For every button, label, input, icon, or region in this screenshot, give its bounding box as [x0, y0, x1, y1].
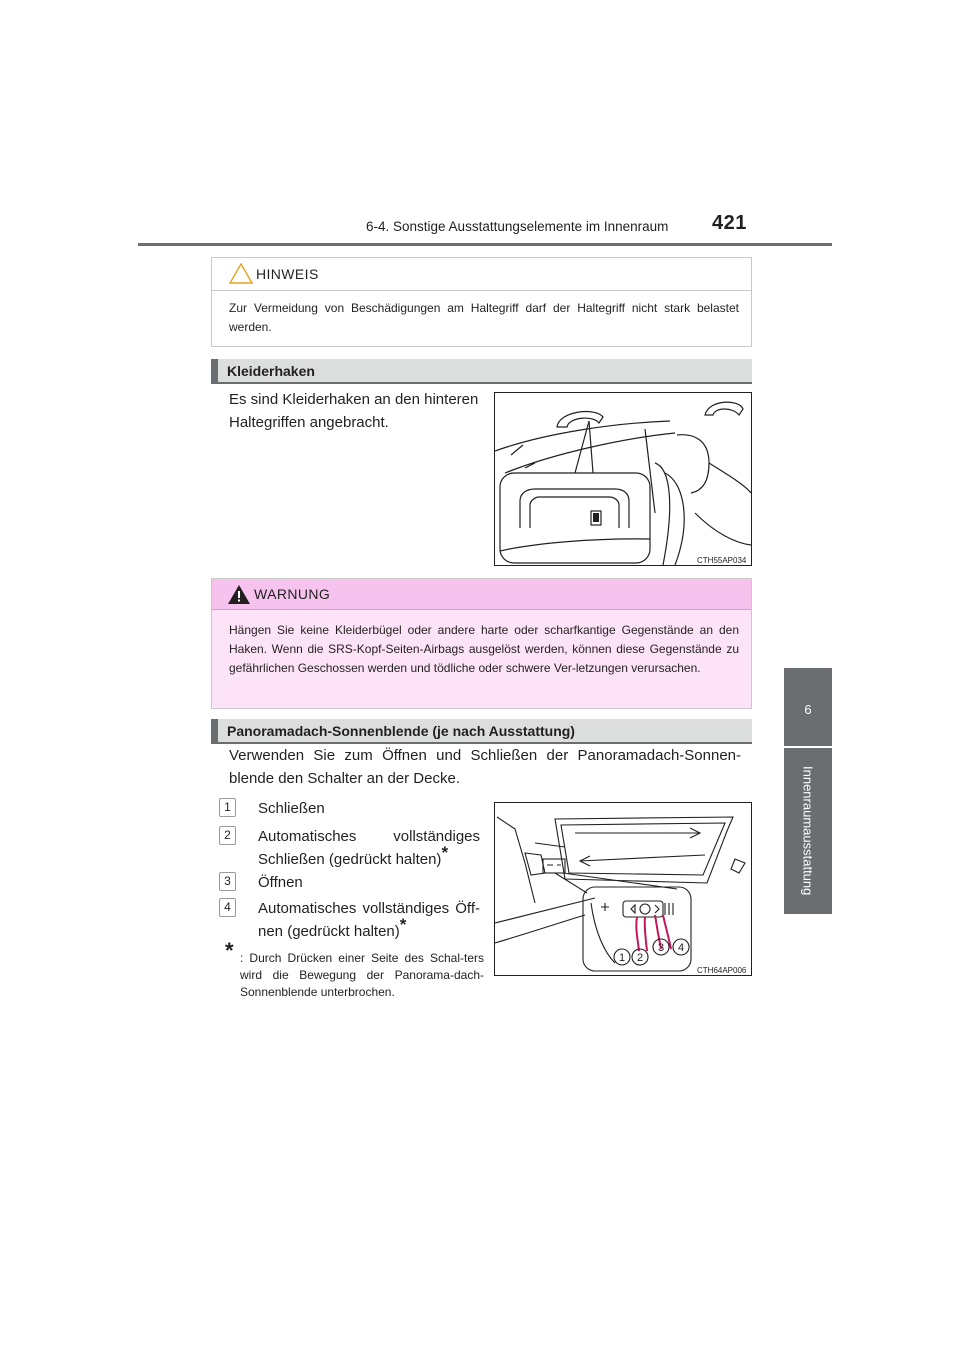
step-text: Schließen	[258, 800, 325, 817]
figure-code: CTH55AP034	[697, 556, 747, 565]
step-text: Automatisches vollständiges Öff-	[258, 900, 480, 917]
figure-code: CTH64AP006	[697, 966, 747, 975]
notice-box	[211, 257, 752, 347]
warning-triangle-outline-icon	[229, 263, 253, 284]
warning-title: WARNUNG	[254, 586, 331, 602]
footnote-text: : Durch Drücken einer Seite des Schal-ters wird die Bewegung der Panorama-dach-Sonnenblende unterbrochen.	[240, 951, 484, 999]
step-text: Automatisches vollständiges	[258, 828, 480, 845]
figure-callout-2: 2	[636, 952, 644, 964]
step-text-continued: Schließen (gedrückt halten)*	[258, 843, 449, 868]
section-title: Panoramadach-Sonnenblende (je nach Ausstattung)	[227, 723, 575, 739]
step-number-badge: 3	[219, 872, 236, 891]
section-head-sunshade	[211, 719, 752, 744]
section-head-coat-hooks	[211, 359, 752, 384]
sunshade-switch-figure	[494, 802, 752, 976]
coat-hook-figure	[494, 392, 752, 566]
figure-callout-4: 4	[677, 942, 685, 954]
step-text-continued: nen (gedrückt halten)*	[258, 915, 407, 940]
running-header-section: 6-4. Sonstige Ausstattungselemente im Innenraum	[366, 219, 669, 234]
notice-title: HINWEIS	[256, 266, 319, 282]
step-number-badge: 1	[219, 798, 236, 817]
coat-hook-illustration	[495, 393, 751, 565]
footnote-asterisk: *	[225, 938, 234, 963]
step-text: Öffnen	[258, 874, 303, 891]
asterisk-marker: *	[441, 843, 449, 862]
figure-callout-3: 3	[657, 942, 665, 954]
page-number: 421	[712, 212, 747, 234]
chapter-number: 6	[804, 702, 812, 717]
sunshade-switch-illustration	[495, 803, 751, 975]
chapter-title: Innenraumausstattung	[800, 766, 816, 896]
section-head-marker	[211, 719, 218, 742]
figure-callout-1: 1	[618, 952, 626, 964]
step-number-badge: 2	[219, 826, 236, 845]
warning-box	[211, 578, 752, 709]
notice-header	[212, 258, 751, 291]
coat-hooks-text: Es sind Kleiderhaken an den hinteren Haltegriffen angebracht.	[229, 391, 479, 431]
warning-header	[212, 579, 751, 610]
section-title: Kleiderhaken	[227, 363, 315, 379]
asterisk-marker: *	[399, 915, 407, 934]
header-rule	[138, 243, 832, 246]
section-head-marker	[211, 359, 218, 382]
sunshade-intro: Verwenden Sie zum Öffnen und Schließen der Panoramadach-Sonnen-blende den Schalter an der Decke.	[229, 747, 741, 787]
warning-triangle-filled-icon	[227, 584, 251, 605]
step-number-badge: 4	[219, 898, 236, 917]
notice-text: Zur Vermeidung von Beschädigungen am Haltegriff darf der Haltegriff nicht stark belastet werden.	[229, 301, 739, 334]
warning-text: Hängen Sie keine Kleiderbügel oder andere harte oder scharfkantige Gegenstände an den Haken. Wenn die SRS-Kopf-Seiten-Airbags ausgelöst werden, können diese Gegenstände zu gefährlichen Geschossen werden und tödliche oder schwere Ver-letzungen verursachen.	[229, 623, 739, 675]
